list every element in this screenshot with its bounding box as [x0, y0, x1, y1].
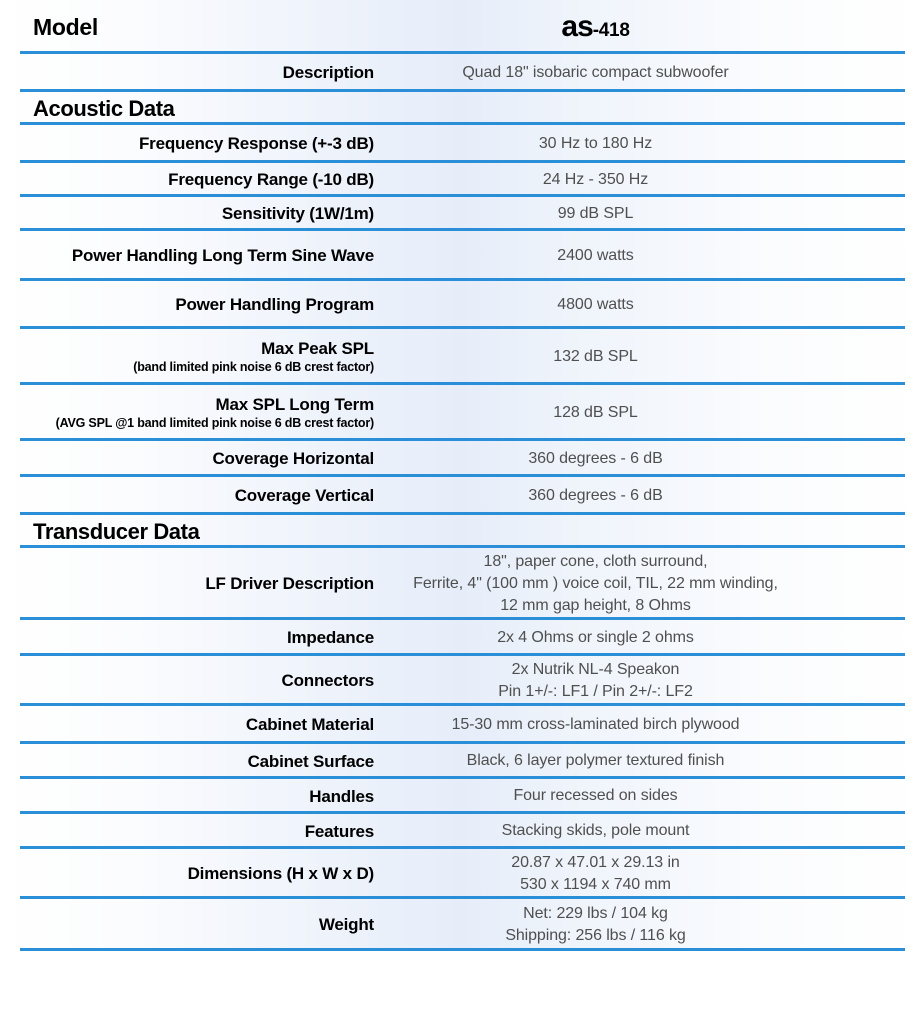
- spec-row-value-line: 128 dB SPL: [553, 403, 638, 421]
- spec-row-value-line: 15-30 mm cross-laminated birch plywood: [451, 715, 740, 733]
- spec-row-label: [0, 914, 374, 935]
- section-transducer-data-label: Transducer Data: [33, 518, 200, 544]
- spec-row: [0, 706, 923, 744]
- spec-row-label: [0, 62, 374, 83]
- spec-row-label-text: Frequency Response (+-3 dB): [138, 134, 374, 154]
- model-row: [0, 0, 923, 54]
- spec-row-label: [0, 245, 374, 266]
- spec-row: [0, 814, 923, 849]
- spec-row-label-text: Weight: [318, 915, 374, 935]
- spec-row: [0, 441, 923, 477]
- spec-row-value-line: 18", paper cone, cloth surround,: [483, 552, 708, 570]
- spec-row-value: [374, 785, 923, 807]
- spec-row-value: [374, 245, 923, 267]
- spec-row: [0, 477, 923, 515]
- spec-row-value-line: 20.87 x 47.01 x 29.13 in: [511, 853, 680, 871]
- spec-row-value: [374, 203, 923, 225]
- spec-row-label-text: Cabinet Surface: [247, 751, 374, 771]
- spec-row: [0, 231, 923, 281]
- spec-row-label: [0, 169, 374, 190]
- spec-row-label-text: Cabinet Material: [245, 715, 374, 735]
- spec-row-label-text: Connectors: [281, 671, 374, 691]
- spec-row-label-text: Dimensions (H x W x D): [187, 864, 374, 884]
- spec-row-value: [374, 750, 923, 772]
- spec-row-value-line: 24 Hz - 350 Hz: [542, 170, 649, 188]
- section-transducer-data: [0, 515, 923, 548]
- model-name: as: [561, 10, 593, 44]
- spec-row: [0, 849, 923, 899]
- spec-row-value: [374, 714, 923, 736]
- spec-row-value-line: Stacking skids, pole mount: [501, 822, 690, 840]
- spec-row-value: [374, 402, 923, 424]
- spec-row-value-line: 2400 watts: [557, 246, 634, 264]
- spec-row-label-text: Coverage Horizontal: [212, 449, 374, 469]
- spec-row-label-text: Handles: [309, 786, 374, 806]
- spec-row-value-line: Pin 1+/-: LF1 / Pin 2+/-: LF2: [498, 683, 693, 700]
- spec-row-value: [374, 551, 923, 617]
- spec-row-label: [0, 751, 374, 772]
- spec-row-label-text: Features: [304, 821, 374, 841]
- spec-row-value: [374, 346, 923, 368]
- spec-row-label: [0, 627, 374, 648]
- spec-row-sublabel-text: (AVG SPL @1 band limited pink noise 6 dB crest factor): [55, 416, 374, 431]
- spec-row-label: [0, 863, 374, 884]
- spec-row-label: [0, 573, 374, 594]
- spec-row: [0, 548, 923, 620]
- spec-row-label: [0, 670, 374, 691]
- spec-row-label-text: Impedance: [286, 628, 374, 648]
- spec-row-value: [374, 169, 923, 191]
- spec-row-value: [374, 133, 923, 155]
- spec-row: [0, 656, 923, 706]
- spec-row: [0, 125, 923, 163]
- spec-row-value-line: 2x Nutrik NL-4 Speakon: [511, 660, 680, 678]
- spec-row: [0, 281, 923, 329]
- spec-row: [0, 329, 923, 385]
- section-acoustic-data-label: Acoustic Data: [33, 95, 175, 121]
- spec-row-label: [0, 821, 374, 842]
- spec-row-value-line: Net: 229 lbs / 104 kg: [523, 904, 668, 922]
- spec-row-value: [374, 852, 923, 896]
- spec-row-value-line: Black, 6 layer polymer textured finish: [466, 752, 725, 770]
- spec-row-value-line: 4800 watts: [557, 295, 634, 313]
- spec-row-value: [374, 903, 923, 947]
- spec-row-label: [0, 203, 374, 224]
- spec-row-value: [374, 820, 923, 842]
- spec-row-value-line: 360 degrees - 6 dB: [528, 449, 663, 467]
- spec-row-label-text: Power Handling Long Term Sine Wave: [71, 246, 374, 266]
- spec-row: [0, 385, 923, 441]
- spec-row: [0, 779, 923, 814]
- spec-row-label: [0, 294, 374, 315]
- spec-row-value-line: 12 mm gap height, 8 Ohms: [500, 597, 691, 615]
- spec-row-value-line: Ferrite, 4" (100 mm ) voice coil, TIL, 22 mm winding,: [413, 574, 778, 592]
- spec-row-label-text: Frequency Range (-10 dB): [168, 170, 374, 190]
- spec-row-value-line: Four recessed on sides: [513, 787, 678, 805]
- spec-row: [0, 163, 923, 197]
- spec-row-label: [0, 714, 374, 735]
- spec-row: [0, 744, 923, 779]
- spec-row-value-line: 99 dB SPL: [557, 204, 634, 222]
- spec-row-value: [374, 448, 923, 470]
- spec-row-label: [0, 394, 374, 432]
- spec-row-value: [374, 627, 923, 649]
- model-row-value: [374, 6, 923, 47]
- spec-row-value-line: 132 dB SPL: [553, 347, 638, 365]
- spec-row: [0, 54, 923, 92]
- model-suffix: -418: [592, 20, 630, 42]
- spec-row-label-text: Coverage Vertical: [234, 486, 374, 506]
- spec-row-label-text: Power Handling Program: [175, 295, 374, 315]
- spec-row-value-line: Shipping: 256 lbs / 116 kg: [505, 927, 686, 944]
- spec-row-label: [0, 448, 374, 469]
- spec-row-sublabel-text: (band limited pink noise 6 dB crest factor): [133, 360, 374, 375]
- spec-row-label-text: Max SPL Long Term: [215, 395, 374, 415]
- spec-row-value: [374, 294, 923, 316]
- spec-row-value: [374, 62, 923, 84]
- spec-row-value-line: 530 x 1194 x 740 mm: [520, 876, 671, 893]
- spec-row-label-text: Description: [282, 63, 374, 83]
- spec-row: [0, 899, 923, 951]
- spec-row-label: [0, 133, 374, 154]
- spec-row-label-text: LF Driver Description: [205, 574, 374, 594]
- spec-row-label-text: Sensitivity (1W/1m): [221, 204, 374, 224]
- spec-row-value-line: 30 Hz to 180 Hz: [538, 134, 653, 152]
- spec-row-label-text: Max Peak SPL: [261, 339, 374, 359]
- spec-row-label: [0, 786, 374, 807]
- spec-row-value: [374, 485, 923, 507]
- spec-row-label: [0, 485, 374, 506]
- spec-row-value-line: Quad 18" isobaric compact subwoofer: [462, 63, 729, 81]
- section-acoustic-data: [0, 92, 923, 125]
- spec-row-value: [374, 659, 923, 703]
- spec-row: [0, 197, 923, 231]
- spec-row-value-line: 2x 4 Ohms or single 2 ohms: [497, 628, 694, 646]
- spec-row: [0, 620, 923, 656]
- model-row-label: Model: [33, 13, 98, 40]
- spec-row-label: [0, 338, 374, 376]
- spec-row-value-line: 360 degrees - 6 dB: [528, 486, 663, 504]
